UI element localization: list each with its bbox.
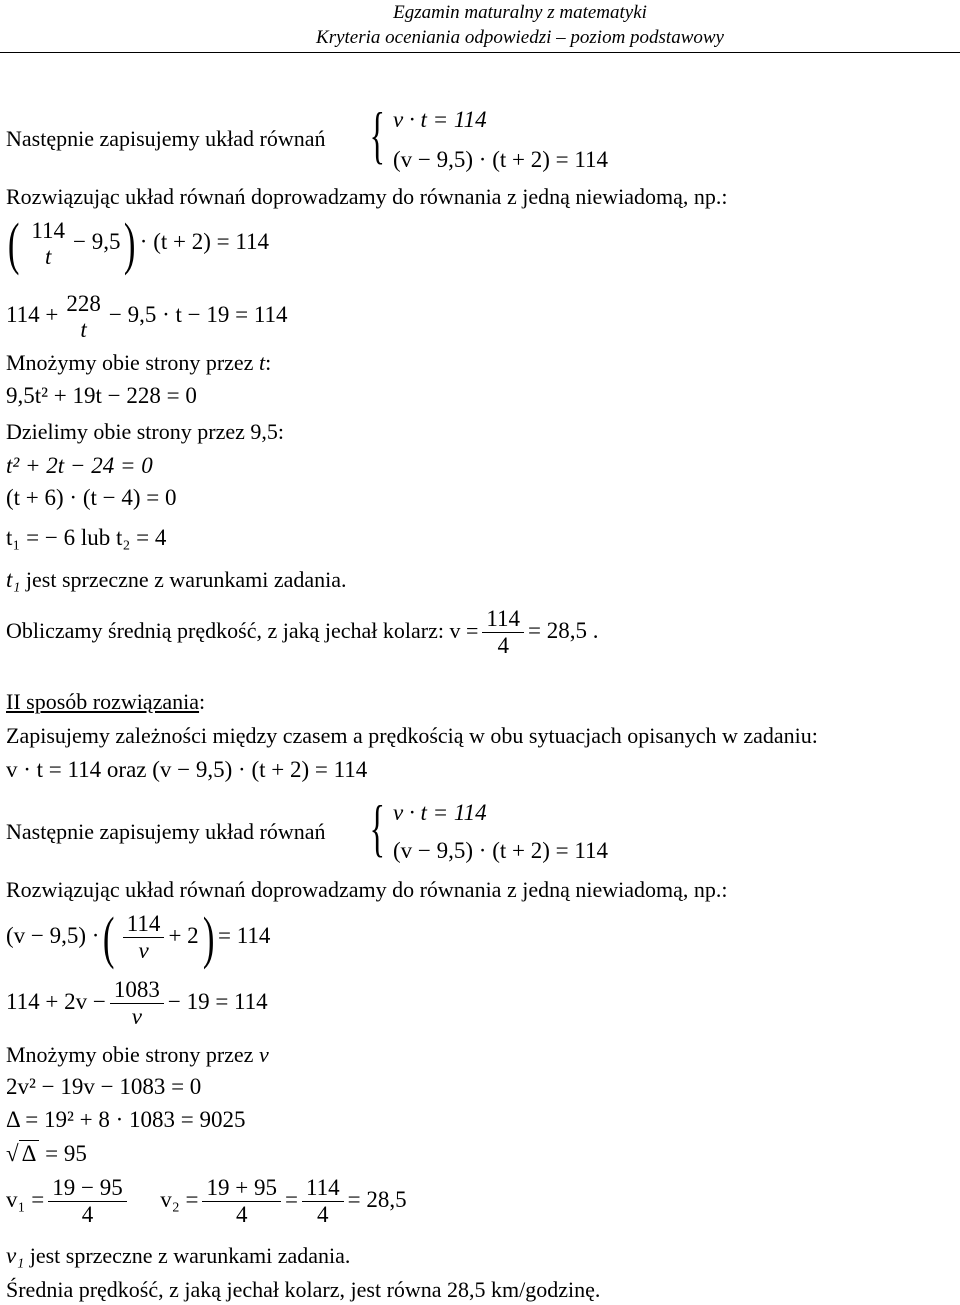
contradiction-line-2 — [6, 1242, 350, 1270]
average-speed-line — [6, 603, 599, 659]
v1-denominator: 4 — [48, 1201, 126, 1228]
eq-2b-numerator: 1083 — [113, 977, 160, 1003]
equation-e: (t + 6) · (t − 4) = 0 — [6, 485, 177, 510]
average-result: = 28,5 . — [528, 618, 599, 643]
v2-label: v₂ = — [160, 1187, 199, 1212]
equation-delta: Δ = 19² + 8 · 1083 = 9025 — [6, 1107, 246, 1132]
eq-2a-numerator: 114 — [126, 911, 161, 937]
eq-2a-right: = 114 — [218, 923, 271, 948]
eq-a-rest-2: · (t + 2) = 114 — [139, 229, 270, 254]
eq-a-denominator: t — [44, 243, 52, 269]
eq-2b-rest: − 19 = 114 — [167, 989, 268, 1014]
sqrt-result: = 95 — [39, 1141, 87, 1166]
equation-a: ( 114 t − 9,5) · (t + 2) = 114 — [7, 210, 270, 276]
header-exam-title: Egzamin maturalny z matematyki — [393, 2, 647, 23]
header-criteria-title: Kryteria oceniania odpowiedzi – poziom podstawowy — [316, 27, 724, 48]
system-intro-text: Następnie zapisujemy układ równań — [6, 126, 326, 151]
equation-d: t² + 2t − 24 = 0 — [6, 453, 153, 478]
multiply-variable-2: v — [258, 1042, 269, 1067]
relations-line: v · t = 114 oraz (v − 9,5) · (t + 2) = 114 — [6, 757, 368, 782]
v1-numerator: 19 − 95 — [52, 1175, 123, 1201]
v2-result: = 28,5 — [347, 1187, 407, 1212]
system-brace: { — [369, 99, 386, 170]
section-2-heading: II sposób rozwiązania — [6, 689, 200, 714]
contradiction-line-1 — [6, 566, 347, 594]
equation-2b — [6, 974, 268, 1030]
contradiction-text-1: jest sprzeczne z warunkami zadania. — [20, 567, 347, 592]
equation-c: 9,5t² + 19t − 228 = 0 — [6, 383, 197, 408]
eq-b-denominator: t — [80, 316, 87, 342]
average-label: Obliczamy średnią prędkość, z jaką jechał kolarz: v = — [6, 618, 479, 643]
v1-label: v₁ = — [6, 1187, 45, 1212]
system-intro-text-2: Następnie zapisujemy układ równań — [6, 819, 326, 844]
average-numerator: 114 — [486, 606, 521, 632]
v2-denominator-1: 4 — [202, 1201, 280, 1228]
multiply-label: Mnożymy obie strony przez — [6, 350, 259, 375]
sqrt-radicand: Δ — [19, 1140, 40, 1166]
velocity-solutions: v₁ = $\frac{19 - 95}{4}$ v₂ = $\frac{19 + 95}{4}$ = $\frac{114}{4}$ = 28,5 — [6, 1175, 407, 1228]
system-equation-2: (v − 9,5) · (t + 2) = 114 — [393, 147, 608, 172]
system-2-equation-2: (v − 9,5) · (t + 2) = 114 — [393, 838, 608, 863]
header-divider — [0, 52, 960, 53]
contradiction-variable-2: v₁ — [6, 1243, 25, 1268]
system-2-equation-1: v · t = 114 — [393, 800, 487, 825]
eq-2a-rest: + 2 — [168, 923, 199, 948]
contradiction-variable-1: t₁ — [6, 567, 21, 592]
equation-2c: 2v² − 19v − 1083 = 0 — [6, 1074, 202, 1099]
system-equation-1: v · t = 114 — [393, 107, 487, 132]
multiply-variable: t — [258, 350, 266, 375]
v2-denominator-2: 4 — [302, 1201, 344, 1228]
divide-text: Dzielimy obie strony przez 9,5: — [6, 419, 284, 444]
eq-2a-denominator: v — [123, 937, 165, 964]
multiply-text-2 — [6, 1041, 269, 1069]
eq-b-numerator: 228 — [66, 290, 101, 316]
section-2-intro: Zapisujemy zależności między czasem a prędkością w obu sytuacjach opisanych w zadaniu: — [6, 723, 818, 748]
solve-intro-text-2: Rozwiązując układ równań doprowadzamy do równania z jedną niewiadomą, np.: — [6, 877, 728, 902]
eq-b-left: 114 + — [6, 302, 59, 327]
section-2-colon: : — [199, 689, 206, 714]
equation-f: t₁ = − 6 lub t₂ = 4 — [6, 525, 167, 550]
multiply-text: Mnożymy obie strony przez t: — [6, 350, 272, 375]
contradiction-text-2: jest sprzeczne z warunkami zadania. — [24, 1243, 351, 1268]
eq-a-numerator: 114 — [31, 217, 65, 243]
v2-numerator-1: 19 + 95 — [206, 1175, 277, 1201]
eq-2a-left: (v − 9,5) · — [6, 923, 100, 948]
system-brace-2: { — [369, 792, 386, 863]
equation-sqrt-delta — [6, 1140, 87, 1168]
eq-a-rest-1: − 9,5 — [72, 229, 121, 254]
average-denominator: 4 — [482, 632, 524, 659]
equation-b — [6, 287, 287, 343]
solve-intro-text: Rozwiązując układ równań doprowadzamy do równania z jedną niewiadomą, np.: — [6, 184, 728, 209]
eq-2b-denominator: v — [110, 1003, 164, 1030]
multiply-label-2: Mnożymy obie strony przez — [6, 1042, 259, 1067]
v2-numerator-2: 114 — [305, 1175, 340, 1201]
sqrt-icon: √ Δ — [6, 1140, 39, 1168]
eq-b-rest: − 9,5 · t − 19 = 114 — [108, 302, 288, 327]
section-2-title — [6, 688, 205, 716]
page-header — [316, 0, 724, 50]
eq-2b-left: 114 + 2v − — [6, 989, 106, 1014]
equation-2a: (v − 9,5) ·( $\frac{114}{v}$ + 2) = 114 — [6, 904, 271, 970]
final-answer: Średnia prędkość, z jaką jechał kolarz, jest równa 28,5 km/godzinę. — [6, 1277, 601, 1302]
